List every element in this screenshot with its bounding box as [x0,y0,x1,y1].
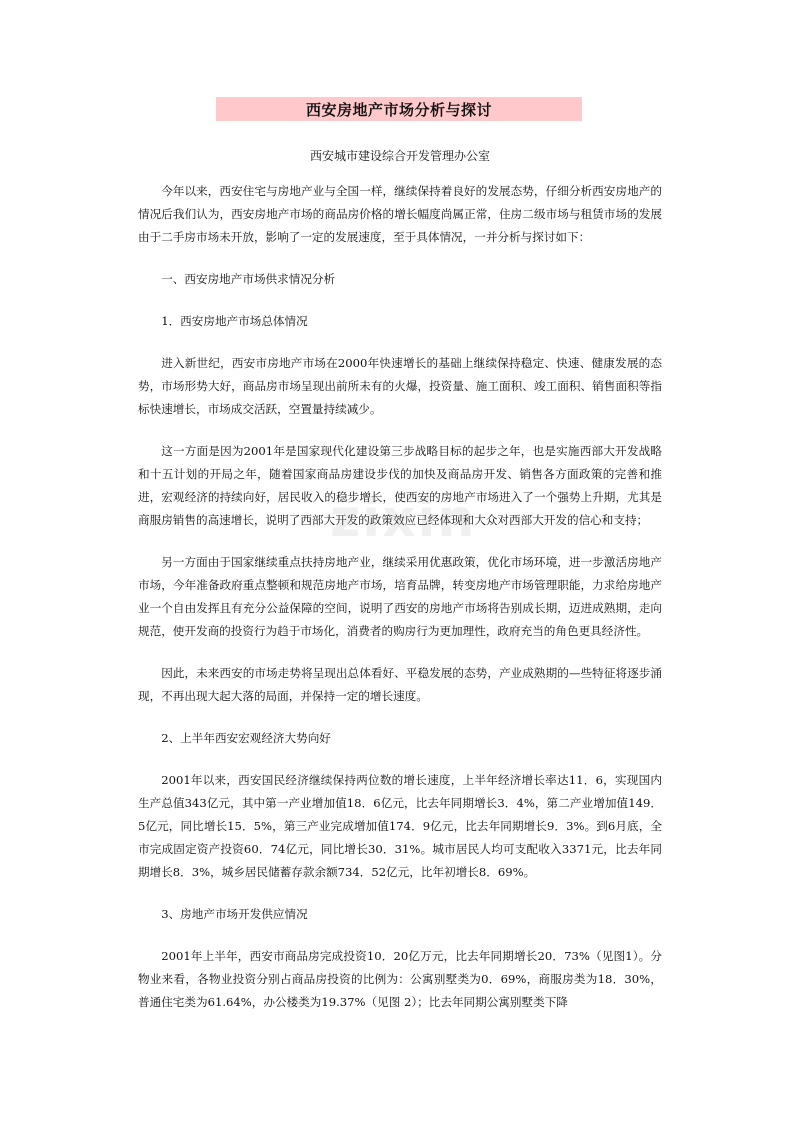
section-heading-1: 一、西安房地产市场供求情况分析 [161,272,336,286]
svg-text:zixin: zixin [330,489,477,548]
document-body [138,180,662,1033]
document-title: 西安房地产市场分析与探讨 [305,100,492,119]
subsection-heading-1-1: 1．西安房地产市场总体情况 [161,314,308,328]
paragraph-intro: 今年以来，西安住宅与房地产业与全国一样，继续保持着良好的发展态势，仔细分析西安房地产的情况后我们认为，西安房地产市场的商品房价格的增长幅度尚属正常，住房二级市场与租赁市场的发展由于二手房市场未开放，影响了一定的发展速度，至于具体情况，一并分析与探讨如下： [138,184,662,244]
paragraph-reason-one: 这一方面是因为2001年是国家现代化建设第三步战略目标的起步之年，也是实施西部大开发战略和十五计划的开局之年，随着国家商品房建设步伐的加快及商品房开发、销售各方面政策的完善和推进，宏观经济的持续向好，居民收入的稳步增长，使西安的房地产市场进入了一个强势上升期，尤其是商服房销售的高速增长，说明了西部大开发的政策效应已经体现和大众对西部大开发的信心和支持； [138,444,662,527]
paragraph-economy: 2001年以来，西安国民经济继续保持两位数的增长速度，上半年经济增长率达11．6，实现国内生产总值343亿元，其中第一产业增加值18．6亿元，比去年同期增长3．4%，第二产业增加值149．5亿元，同比增长15．5%，第三产业完成增加值174．9亿元，比去年同期增长9．3%。到6月底，全市完成固定资产投资60．74亿元，同比增长30．31%。城市居民人均可支配收入3371元，比去年同期增长8．3%，城乡居民储蓄存款余额734．52亿元，比年初增长8．69%。 [138,773,662,879]
subsection-heading-3: 3、房地产市场开发供应情况 [161,907,308,921]
document-author: 西安城市建设综合开发管理办公室 [309,149,490,163]
paragraph-reason-two: 另一方面由于国家继续重点扶持房地产业，继续采用优惠政策，优化市场环境，进一步激活房地产市场，今年准备政府重点整顿和规范房地产市场，培育品牌，转变房地产市场管理职能，力求给房地产业一个自由发挥且有充分公益保障的空间，说明了西安的房地产市场将告别成长期，迈进成熟期，走向规范，使开发商的投资行为趋于市场化，消费者的购房行为更加理性，政府充当的角色更具经济性。 [138,555,662,638]
paragraph-market-overview: 进入新世纪，西安市房地产市场在2000年快速增长的基础上继续保持稳定、快速、健康发展的态势，市场形势大好，商品房市场呈现出前所未有的火爆，投资量、施工面积、竣工面积、销售面积等指标快速增长，市场成交活跃，空置量持续减少。 [138,356,662,416]
subsection-heading-2: 2、上半年西安宏观经济大势向好 [161,731,331,745]
paragraph-supply: 2001年上半年，西安市商品房完成投资10．20亿万元，比去年同期增长20．73%（见图1）。分物业来看，各物业投资分别占商品房投资的比例为：公寓别墅类为0．69%，商服房类为18．30%，普通住宅类为61.64%，办公楼类为19.37%（见图 2）；比去年同期公寓别墅类下降 [138,949,662,1009]
paragraph-outlook: 因此，未来西安的市场走势将呈现出总体看好、平稳发展的态势，产业成熟期的—些特征将逐步涌现，不再出现大起大落的局面，并保持一定的增长速度。 [138,666,662,703]
title-bar [216,97,582,121]
